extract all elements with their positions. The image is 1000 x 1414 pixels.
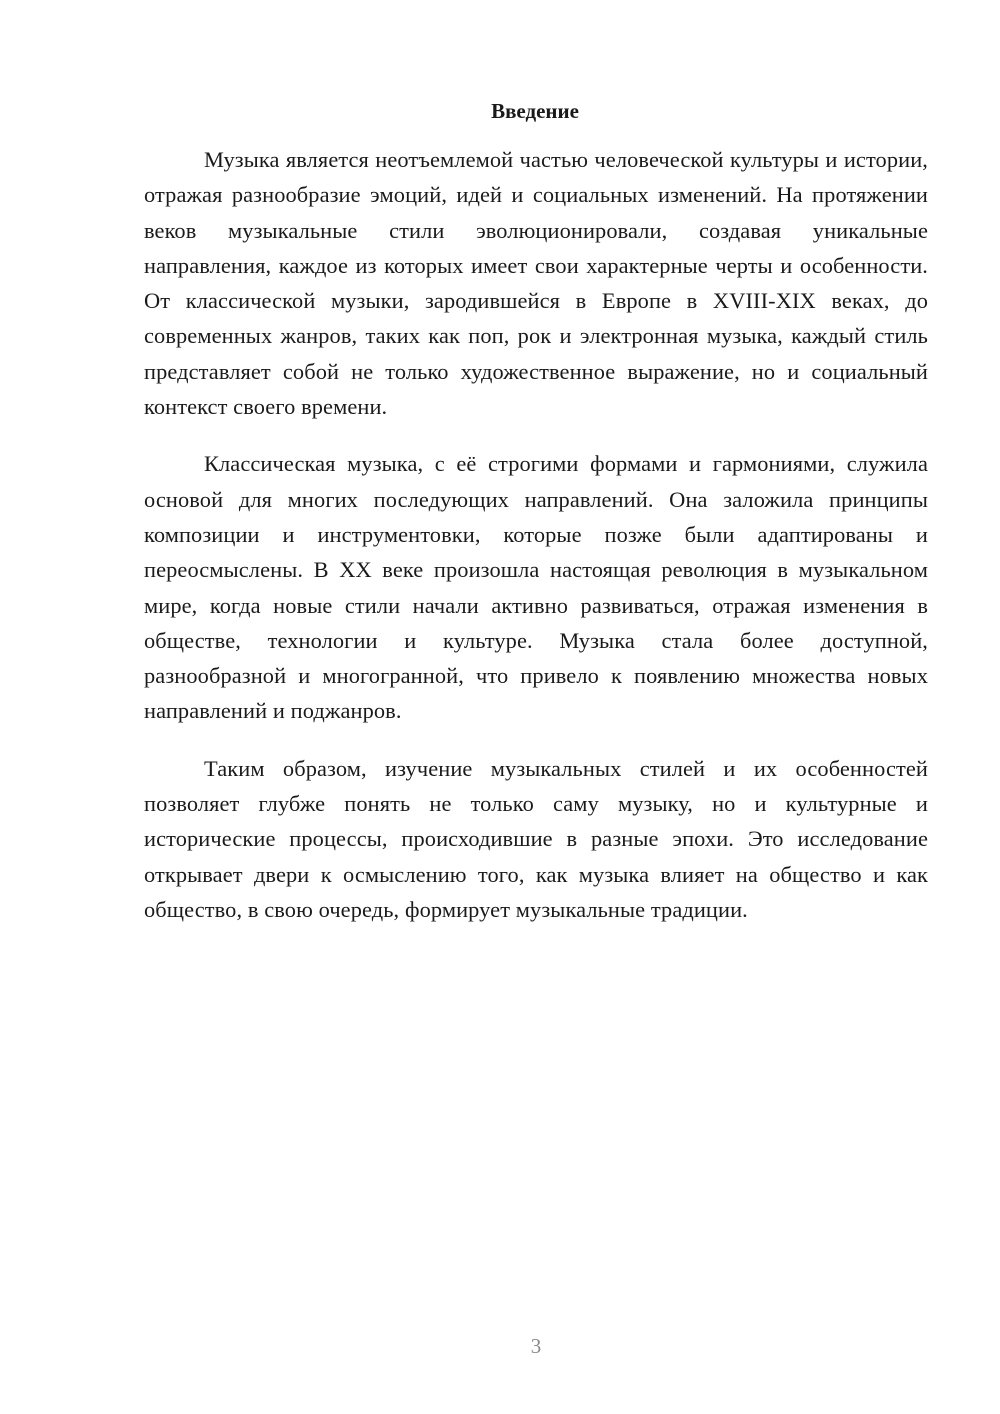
page-number: 3 — [530, 1334, 542, 1358]
body-text — [144, 142, 928, 949]
paragraph-2: Классическая музыка, с её строгими формами и гармониями, служила основой для многих последующих направлений. Она заложила принципы композиции и инструментовки, которые позже были адаптированы и переосмыслены. В XX веке произошла настоящая революция в музыкальном мире, когда новые стили начали активно развиваться, отражая изменения в обществе, технологии и культуре. Музыка стала более доступной, разнообразной и многогранной, что привело к появлению множества новых направлений и поджанров. — [144, 451, 928, 724]
paragraph-3: Таким образом, изучение музыкальных стилей и их особенностей позволяет глубже понять не только саму музыку, но и культурные и исторические процессы, происходившие в разные эпохи. Это исследование открывает двери к осмыслению того, как музыка влияет на общество и как общество, в свою очередь, формирует музыкальные традиции. — [144, 755, 928, 922]
page-title: Введение — [491, 99, 579, 123]
paragraph-1: Музыка является неотъемлемой частью человеческой культуры и истории, отражая разнообразие эмоций, идей и социальных изменений. На протяжении веков музыкальные стили эволюционировали, создавая уникальные направления, каждое из которых имеет свои характерные черты и особенности. От классической музыки, зародившейся в Европе в XVIII-XIX веках, до современных жанров, таких как поп, рок и электронная музыка, каждый стиль представляет собой не только художественное выражение, но и социальный контекст своего времени. — [144, 147, 928, 420]
